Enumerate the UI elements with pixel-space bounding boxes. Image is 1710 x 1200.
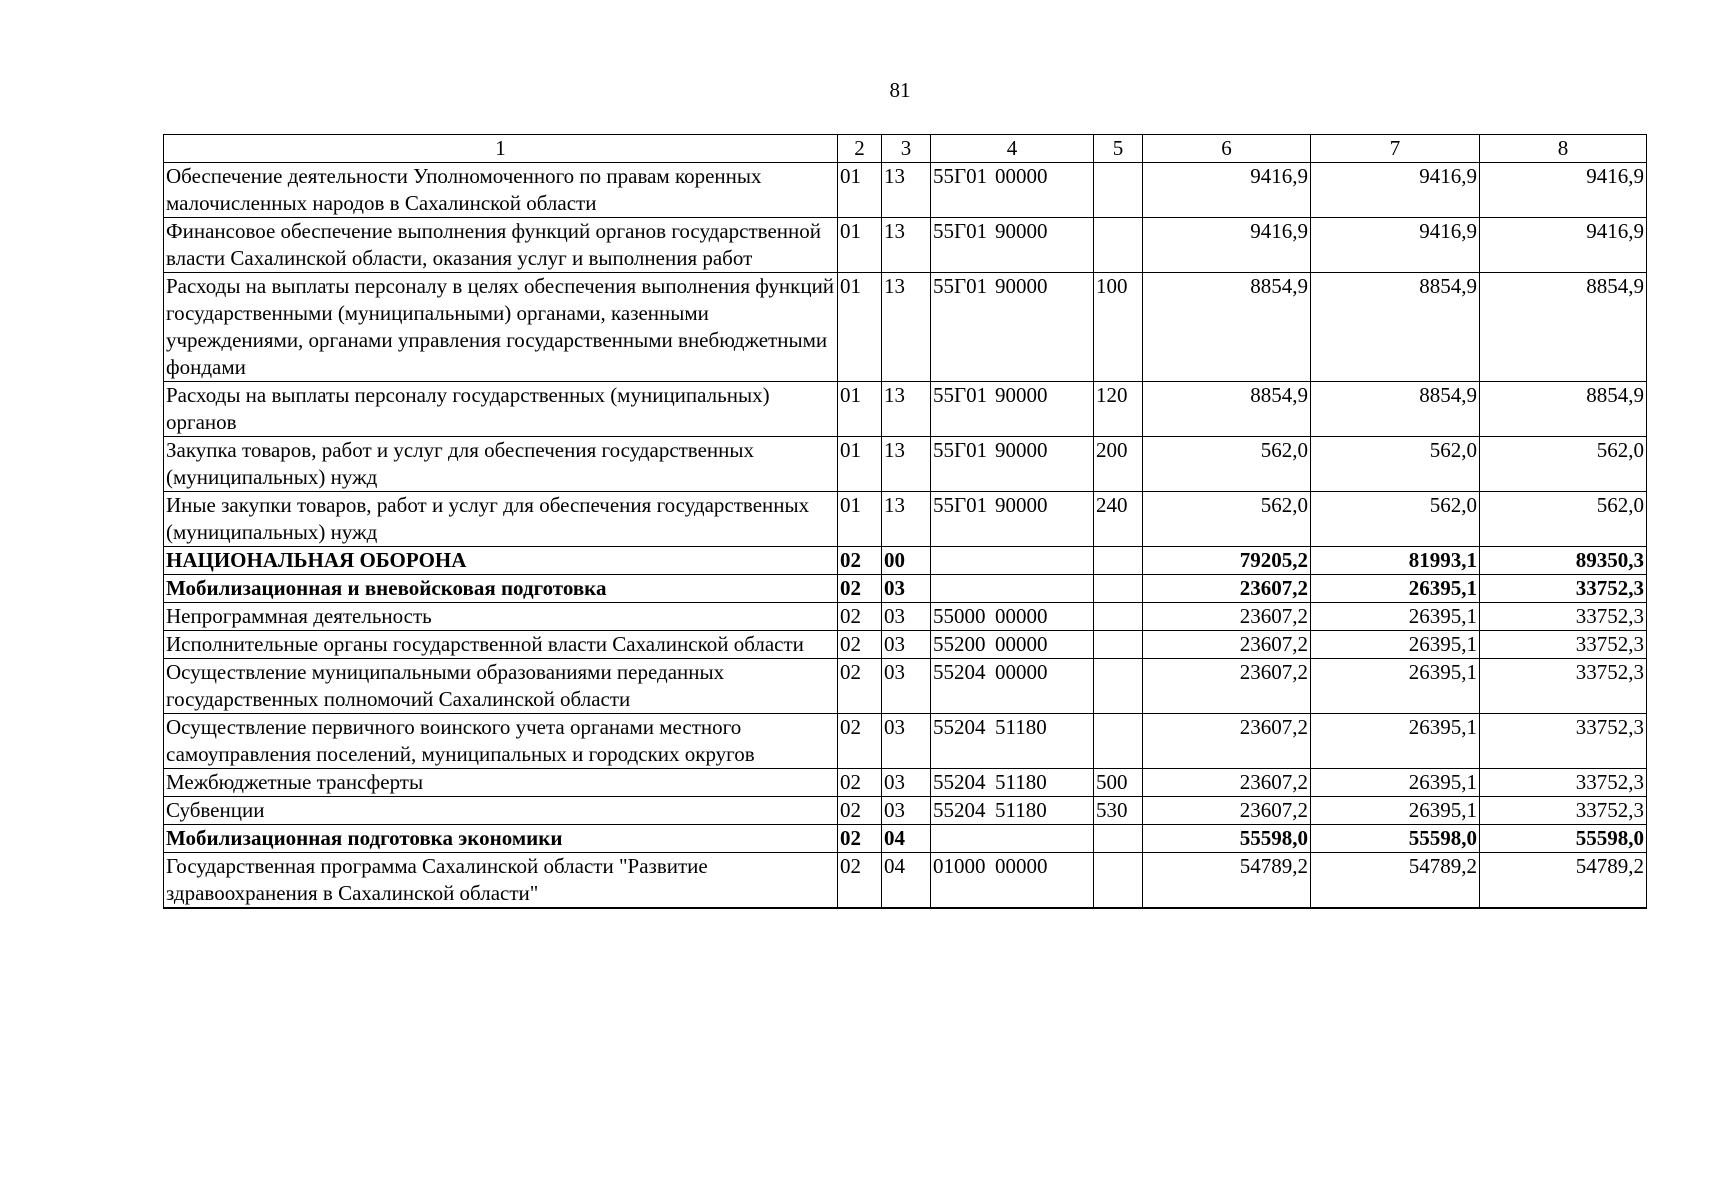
target-article-direction: 00000 xyxy=(995,604,1048,628)
target-article-direction: 90000 xyxy=(995,438,1048,462)
row-name: Мобилизационная и вневойсковая подготовка xyxy=(164,575,838,603)
row-value-col8: 9416,9 xyxy=(1480,218,1647,273)
table-row xyxy=(164,575,1647,603)
target-article-direction: 90000 xyxy=(995,493,1048,517)
row-value-col7: 26395,1 xyxy=(1311,797,1480,825)
row-value-col7: 26395,1 xyxy=(1311,603,1480,631)
table-row xyxy=(164,218,1647,273)
row-subsection: 13 xyxy=(882,218,931,273)
row-name: Непрограммная деятельность xyxy=(164,603,838,631)
row-expense-type xyxy=(1094,163,1143,218)
row-value-col8: 33752,3 xyxy=(1480,714,1647,769)
table-row xyxy=(164,437,1647,492)
row-name: Осуществление первичного воинского учета органами местного самоуправления поселений, муниципальных и городских округов xyxy=(164,714,838,769)
row-subsection: 13 xyxy=(882,437,931,492)
row-section: 01 xyxy=(838,382,882,437)
row-target-article xyxy=(931,797,1094,825)
row-section: 01 xyxy=(838,218,882,273)
row-section: 02 xyxy=(838,631,882,659)
row-expense-type xyxy=(1094,547,1143,575)
target-article-direction: 00000 xyxy=(995,632,1048,656)
row-value-col6: 23607,2 xyxy=(1143,575,1311,603)
row-target-article xyxy=(931,631,1094,659)
table-row xyxy=(164,714,1647,769)
row-value-col6: 8854,9 xyxy=(1143,273,1311,382)
row-value-col7: 26395,1 xyxy=(1311,659,1480,714)
row-value-col7: 26395,1 xyxy=(1311,714,1480,769)
row-name: Закупка товаров, работ и услуг для обеспечения государственных (муниципальных) нужд xyxy=(164,437,838,492)
row-value-col6: 54789,2 xyxy=(1143,853,1311,909)
header-col-2: 2 xyxy=(838,135,882,163)
row-expense-type xyxy=(1094,603,1143,631)
row-name: Иные закупки товаров, работ и услуг для обеспечения государственных (муниципальных) нужд xyxy=(164,492,838,547)
target-article-program: 55Г01 xyxy=(933,493,988,517)
row-name: Обеспечение деятельности Уполномоченного по правам коренных малочисленных народов в Сахалинской области xyxy=(164,163,838,218)
row-expense-type xyxy=(1094,825,1143,853)
target-article-program: 55204 xyxy=(933,798,986,822)
row-target-article xyxy=(931,575,1094,603)
target-article-program: 55Г01 xyxy=(933,164,988,188)
row-value-col8: 33752,3 xyxy=(1480,603,1647,631)
row-value-col6: 9416,9 xyxy=(1143,163,1311,218)
target-article-program: 55Г01 xyxy=(933,274,988,298)
target-article-direction: 90000 xyxy=(995,274,1048,298)
row-section: 02 xyxy=(838,769,882,797)
table-row xyxy=(164,853,1647,909)
row-value-col6: 79205,2 xyxy=(1143,547,1311,575)
row-name: Государственная программа Сахалинской области "Развитие здравоохранения в Сахалинской области" xyxy=(164,853,838,909)
table-row xyxy=(164,273,1647,382)
row-expense-type xyxy=(1094,631,1143,659)
row-value-col8: 562,0 xyxy=(1480,437,1647,492)
row-target-article xyxy=(931,163,1094,218)
row-value-col8: 54789,2 xyxy=(1480,853,1647,909)
target-article-program: 55204 xyxy=(933,660,986,684)
target-article-program: 55200 xyxy=(933,632,986,656)
header-col-5: 5 xyxy=(1094,135,1143,163)
row-value-col8: 33752,3 xyxy=(1480,575,1647,603)
row-value-col6: 23607,2 xyxy=(1143,659,1311,714)
row-subsection: 03 xyxy=(882,797,931,825)
row-target-article xyxy=(931,825,1094,853)
row-subsection: 00 xyxy=(882,547,931,575)
table-row xyxy=(164,797,1647,825)
row-section: 01 xyxy=(838,273,882,382)
target-article-direction: 51180 xyxy=(995,715,1047,739)
table-row xyxy=(164,547,1647,575)
row-section: 02 xyxy=(838,603,882,631)
target-article-program: 01000 xyxy=(933,854,986,878)
target-article-direction: 51180 xyxy=(995,770,1047,794)
row-subsection: 04 xyxy=(882,853,931,909)
row-name: Расходы на выплаты персоналу в целях обеспечения выполнения функций государственными (муниципальными) органами, казенными учреждениями, органами управления государственными внебюджетными фондами xyxy=(164,273,838,382)
row-value-col7: 8854,9 xyxy=(1311,273,1480,382)
row-value-col7: 81993,1 xyxy=(1311,547,1480,575)
page-number: 81 xyxy=(889,78,911,102)
row-target-article xyxy=(931,218,1094,273)
row-subsection: 13 xyxy=(882,273,931,382)
row-target-article xyxy=(931,603,1094,631)
row-section: 01 xyxy=(838,437,882,492)
row-value-col6: 23607,2 xyxy=(1143,603,1311,631)
row-section: 01 xyxy=(838,163,882,218)
row-expense-type: 500 xyxy=(1094,769,1143,797)
row-subsection: 03 xyxy=(882,659,931,714)
row-value-col6: 23607,2 xyxy=(1143,714,1311,769)
row-value-col7: 8854,9 xyxy=(1311,382,1480,437)
header-col-3: 3 xyxy=(882,135,931,163)
target-article-direction: 00000 xyxy=(995,164,1048,188)
row-subsection: 13 xyxy=(882,382,931,437)
row-expense-type: 530 xyxy=(1094,797,1143,825)
row-value-col6: 562,0 xyxy=(1143,492,1311,547)
row-expense-type: 240 xyxy=(1094,492,1143,547)
row-value-col7: 562,0 xyxy=(1311,492,1480,547)
row-subsection: 03 xyxy=(882,714,931,769)
row-section: 02 xyxy=(838,825,882,853)
table-row xyxy=(164,631,1647,659)
table-row xyxy=(164,163,1647,218)
row-subsection: 03 xyxy=(882,769,931,797)
row-value-col8: 33752,3 xyxy=(1480,769,1647,797)
row-name: Мобилизационная подготовка экономики xyxy=(164,825,838,853)
row-value-col7: 9416,9 xyxy=(1311,163,1480,218)
row-target-article xyxy=(931,769,1094,797)
row-target-article xyxy=(931,659,1094,714)
budget-table xyxy=(163,134,1647,909)
target-article-program: 55Г01 xyxy=(933,219,988,243)
row-section: 02 xyxy=(838,714,882,769)
table-row xyxy=(164,492,1647,547)
header-col-6: 6 xyxy=(1143,135,1311,163)
row-value-col8: 562,0 xyxy=(1480,492,1647,547)
row-name: Расходы на выплаты персоналу государственных (муниципальных) органов xyxy=(164,382,838,437)
row-value-col7: 9416,9 xyxy=(1311,218,1480,273)
row-value-col8: 9416,9 xyxy=(1480,163,1647,218)
row-target-article xyxy=(931,273,1094,382)
row-value-col7: 26395,1 xyxy=(1311,631,1480,659)
row-value-col6: 9416,9 xyxy=(1143,218,1311,273)
target-article-direction: 90000 xyxy=(995,383,1048,407)
table-row xyxy=(164,603,1647,631)
row-value-col6: 55598,0 xyxy=(1143,825,1311,853)
target-article-direction: 00000 xyxy=(995,660,1048,684)
row-target-article xyxy=(931,547,1094,575)
row-value-col6: 23607,2 xyxy=(1143,769,1311,797)
row-section: 02 xyxy=(838,547,882,575)
header-col-8: 8 xyxy=(1480,135,1647,163)
target-article-direction: 00000 xyxy=(995,854,1048,878)
row-target-article xyxy=(931,437,1094,492)
header-col-4: 4 xyxy=(931,135,1094,163)
target-article-program: 55204 xyxy=(933,715,986,739)
row-section: 02 xyxy=(838,575,882,603)
header-col-1: 1 xyxy=(164,135,838,163)
row-name: Финансовое обеспечение выполнения функций органов государственной власти Сахалинской области, оказания услуг и выполнения работ xyxy=(164,218,838,273)
row-value-col7: 54789,2 xyxy=(1311,853,1480,909)
row-value-col8: 33752,3 xyxy=(1480,797,1647,825)
row-subsection: 13 xyxy=(882,163,931,218)
row-section: 02 xyxy=(838,797,882,825)
target-article-direction: 51180 xyxy=(995,798,1047,822)
row-value-col8: 8854,9 xyxy=(1480,382,1647,437)
row-name: Межбюджетные трансферты xyxy=(164,769,838,797)
target-article-program: 55204 xyxy=(933,770,986,794)
row-expense-type: 120 xyxy=(1094,382,1143,437)
table-row xyxy=(164,659,1647,714)
row-value-col8: 89350,3 xyxy=(1480,547,1647,575)
row-section: 02 xyxy=(838,659,882,714)
row-name: Осуществление муниципальными образованиями переданных государственных полномочий Сахалинской области xyxy=(164,659,838,714)
row-value-col8: 8854,9 xyxy=(1480,273,1647,382)
row-value-col8: 33752,3 xyxy=(1480,631,1647,659)
target-article-program: 55000 xyxy=(933,604,986,628)
row-value-col7: 26395,1 xyxy=(1311,769,1480,797)
row-value-col6: 23607,2 xyxy=(1143,797,1311,825)
row-subsection: 03 xyxy=(882,575,931,603)
header-row xyxy=(164,135,1647,163)
row-subsection: 03 xyxy=(882,603,931,631)
target-article-program: 55Г01 xyxy=(933,383,988,407)
row-value-col7: 55598,0 xyxy=(1311,825,1480,853)
table-row xyxy=(164,382,1647,437)
row-value-col7: 26395,1 xyxy=(1311,575,1480,603)
row-subsection: 13 xyxy=(882,492,931,547)
row-value-col7: 562,0 xyxy=(1311,437,1480,492)
row-expense-type xyxy=(1094,853,1143,909)
target-article-program: 55Г01 xyxy=(933,438,988,462)
row-value-col6: 23607,2 xyxy=(1143,631,1311,659)
table-row xyxy=(164,769,1647,797)
row-name: Субвенции xyxy=(164,797,838,825)
row-value-col8: 55598,0 xyxy=(1480,825,1647,853)
target-article-direction: 90000 xyxy=(995,219,1048,243)
row-subsection: 03 xyxy=(882,631,931,659)
table-row xyxy=(164,825,1647,853)
row-target-article xyxy=(931,382,1094,437)
row-expense-type xyxy=(1094,714,1143,769)
row-name: НАЦИОНАЛЬНАЯ ОБОРОНА xyxy=(164,547,838,575)
row-expense-type xyxy=(1094,575,1143,603)
row-expense-type: 100 xyxy=(1094,273,1143,382)
row-value-col6: 562,0 xyxy=(1143,437,1311,492)
row-expense-type xyxy=(1094,218,1143,273)
row-expense-type: 200 xyxy=(1094,437,1143,492)
row-section: 01 xyxy=(838,492,882,547)
row-target-article xyxy=(931,492,1094,547)
row-expense-type xyxy=(1094,659,1143,714)
header-col-7: 7 xyxy=(1311,135,1480,163)
row-subsection: 04 xyxy=(882,825,931,853)
row-target-article xyxy=(931,853,1094,909)
row-value-col8: 33752,3 xyxy=(1480,659,1647,714)
row-target-article xyxy=(931,714,1094,769)
row-value-col6: 8854,9 xyxy=(1143,382,1311,437)
row-section: 02 xyxy=(838,853,882,909)
row-name: Исполнительные органы государственной власти Сахалинской области xyxy=(164,631,838,659)
